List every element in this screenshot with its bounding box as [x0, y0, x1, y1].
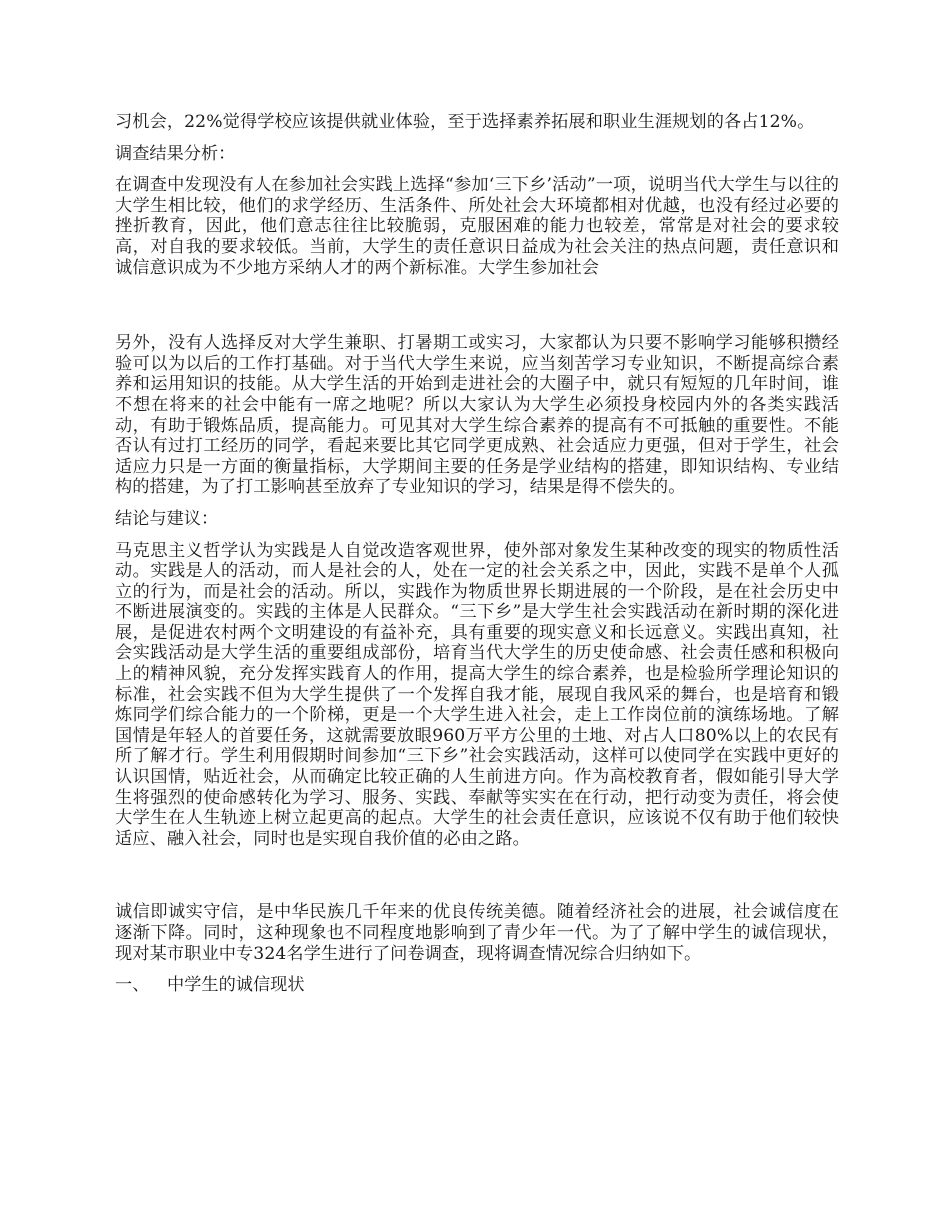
document-page	[115, 112, 839, 996]
label-conclusion: 结论与建议：	[115, 508, 219, 529]
paragraph-intro-tail: 习机会，22%觉得学校应该提供就业体验，至于选择素养拓展和职业生涯规划的各占12%。	[115, 112, 815, 132]
paragraph-conclusion: 马克思主义哲学认为实践是人自觉改造客观世界，使外部对象发生某种改变的现实的物质性活动。实践是人的活动，而人是社会的人，处在一定的社会关系之中，因此，实践不是单个人孤立的行为，而是社会的活动。所以，实践作为物质世界长期进展的一个阶段，是在社会历史中不断进展演变的。实践的主体是人民群众。“三下乡”是大学生社会实践活动在新时期的深化进展，是促进农村两个文明建设的有益补充，具有重要的现实意义和长远意义。实践出真知，社会实践活动是大学生活的重要组成部份，培育当代大学生的历史使命感、社会责任感和积极向上的精神风貌，充分发挥实践育人的作用，提高大学生的综合素养，也是检验所学理论知识的标准，社会实践不但为大学生提供了一个发挥自我才能，展现自我风采的舞台，也是培育和锻炼同学们综合能力的一个阶梯，更是一个大学生进入社会，走上工作岗位前的演练场地。了解国情是年轻人的首要任务，这就需要放眼960万平方公里的土地、对占人口80%以上的农民有所了解才行。学生利用假期时间参加“三下乡”社会实践活动，这样可以使同学在实践中更好的认识国情，贴近社会，从而确定比较正确的人生前进方向。作为高校教育者，假如能引导大学生将强烈的使命感转化为学习、服务、实践、奉献等实实在在行动，把行动变为责任，将会使大学生在人生轨迹上树立起更高的起点。大学生的社会责任意识，应该说不仅有助于他们较快适应、融入社会，同时也是实现自我价值的必由之路。	[115, 540, 839, 849]
label-survey-analysis: 调查结果分析：	[115, 143, 236, 164]
paragraph-parttime: 另外，没有人选择反对大学生兼职、打暑期工或实习，大家都认为只要不影响学习能够积攒经验可以为以后的工作打基础。对于当代大学生来说，应当刻苦学习专业知识，不断提高综合素养和运用知识的技能。从大学生活的开始到走进社会的大圈子中，就只有短短的几年时间，谁不想在将来的社会中能有一席之地呢？所以大家认为大学生必须投身校园内外的各类实践活动，有助于锻炼品质，提高能力。可见其对大学生综合素养的提高有不可抵触的重要性。不能否认有过打工经历的同学，看起来要比其它同学更成熟、社会适应力更强，但对于学生，社会适应力只是一方面的衡量指标，大学期间主要的任务是学业结构的搭建，即知识结构、专业结构的搭建，为了打工影响甚至放弃了专业知识的学习，结果是得不偿失的。	[115, 333, 839, 498]
section-heading	[115, 975, 839, 996]
section-title: 中学生的诚信现状	[167, 975, 305, 996]
section-number: 一、	[115, 975, 150, 996]
paragraph-integrity: 诚信即诚实守信，是中华民族几千年来的优良传统美德。随着经济社会的进展，社会诚信度在逐渐下降。同时，这种现象也不同程度地影响到了青少年一代。为了了解中学生的诚信现状，现对某市职业中专324名学生进行了问卷调查，现将调查情况综合归纳如下。	[115, 902, 839, 964]
paragraph-analysis: 在调查中发现没有人在参加社会实践上选择“参加‘三下乡’活动”一项，说明当代大学生与以往的大学生相比较，他们的求学经历、生活条件、所处社会大环境都相对优越，也没有经过必要的挫折教育，因此，他们意志往往比较脆弱，克服困难的能力也较差，常常是对社会的要求较高，对自我的要求较低。当前，大学生的责任意识日益成为社会关注的热点问题，责任意识和诚信意识成为不少地方采纳人才的两个新标准。大学生参加社会	[115, 175, 839, 278]
